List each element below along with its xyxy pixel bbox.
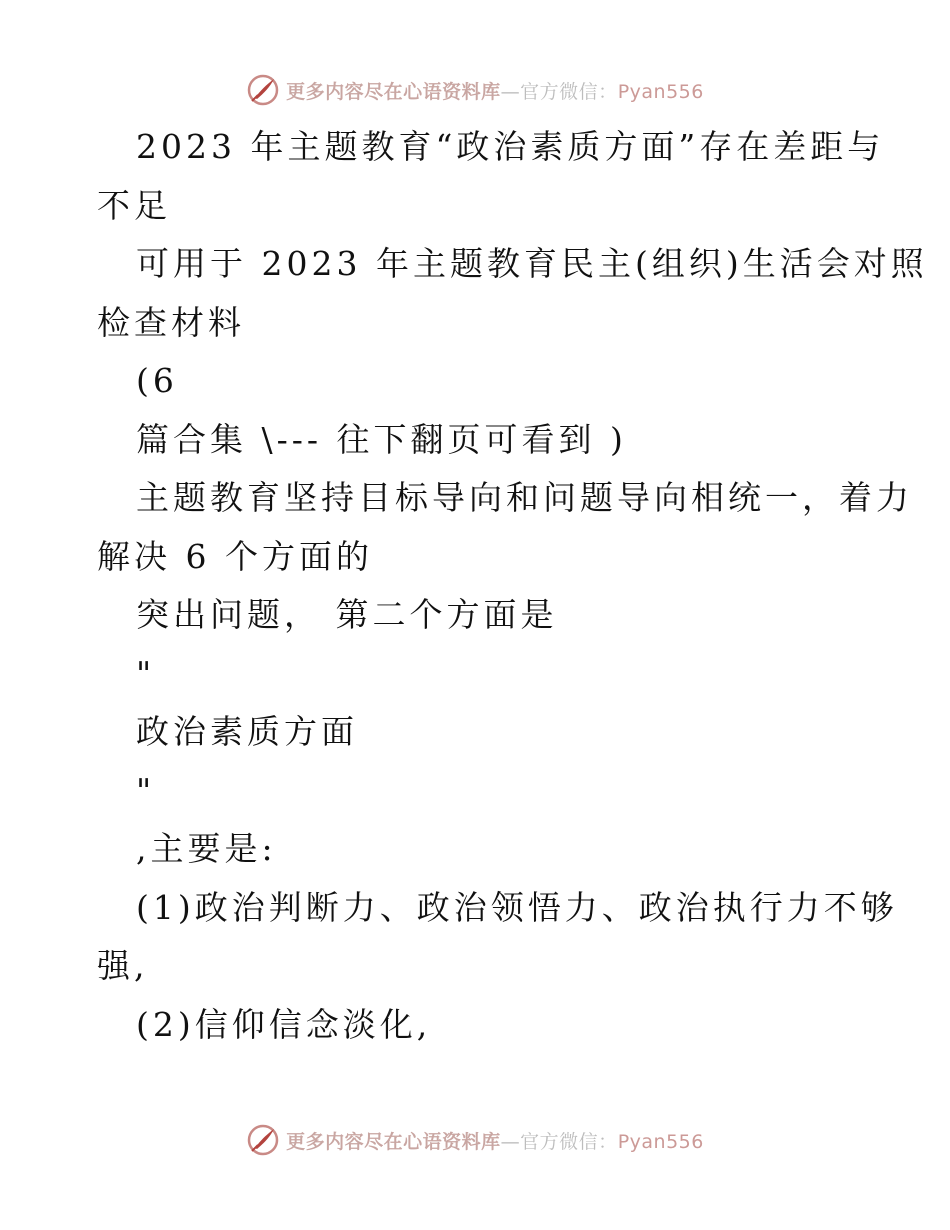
paragraph-line: 主题教育坚持目标导向和问题导向相统一，着力 bbox=[136, 478, 913, 517]
paragraph-line: 突出问题， 第二个方面是 bbox=[136, 595, 558, 634]
quill-logo-icon bbox=[246, 73, 280, 107]
paragraph-line: (1)政治判断力、政治领悟力、政治执行力不够 bbox=[136, 888, 898, 927]
paragraph-line: 篇合集 \--- 往下翻页可看到 ) bbox=[136, 420, 627, 459]
watermark-text: 更多内容尽在心语资料库—官方微信：Pyan556 bbox=[286, 1130, 704, 1153]
watermark-footer bbox=[0, 1120, 950, 1160]
title-line-2: 不足 bbox=[97, 186, 171, 225]
paragraph-line: " bbox=[136, 771, 156, 810]
subtitle-line-1: 可用于 2023 年主题教育民主(组织)生活会对照 bbox=[136, 244, 928, 283]
paragraph-line: 解决 6 个方面的 bbox=[97, 537, 373, 576]
paragraph-line: " bbox=[136, 654, 156, 693]
paragraph-line: ,主要是: bbox=[136, 829, 277, 868]
watermark-text: 更多内容尽在心语资料库—官方微信：Pyan556 bbox=[286, 80, 704, 103]
watermark-header bbox=[0, 70, 950, 110]
paragraph-line: (2)信仰信念淡化, bbox=[136, 1005, 432, 1044]
title-line-1: 2023 年主题教育“政治素质方面”存在差距与 bbox=[136, 127, 885, 166]
paragraph-line: 强, bbox=[97, 946, 149, 985]
subtitle-line-2: 检查材料 bbox=[97, 303, 245, 342]
paragraph-line: 政治素质方面 bbox=[136, 712, 358, 751]
paragraph-line: (6 bbox=[136, 361, 178, 400]
quill-logo-icon bbox=[246, 1123, 280, 1157]
